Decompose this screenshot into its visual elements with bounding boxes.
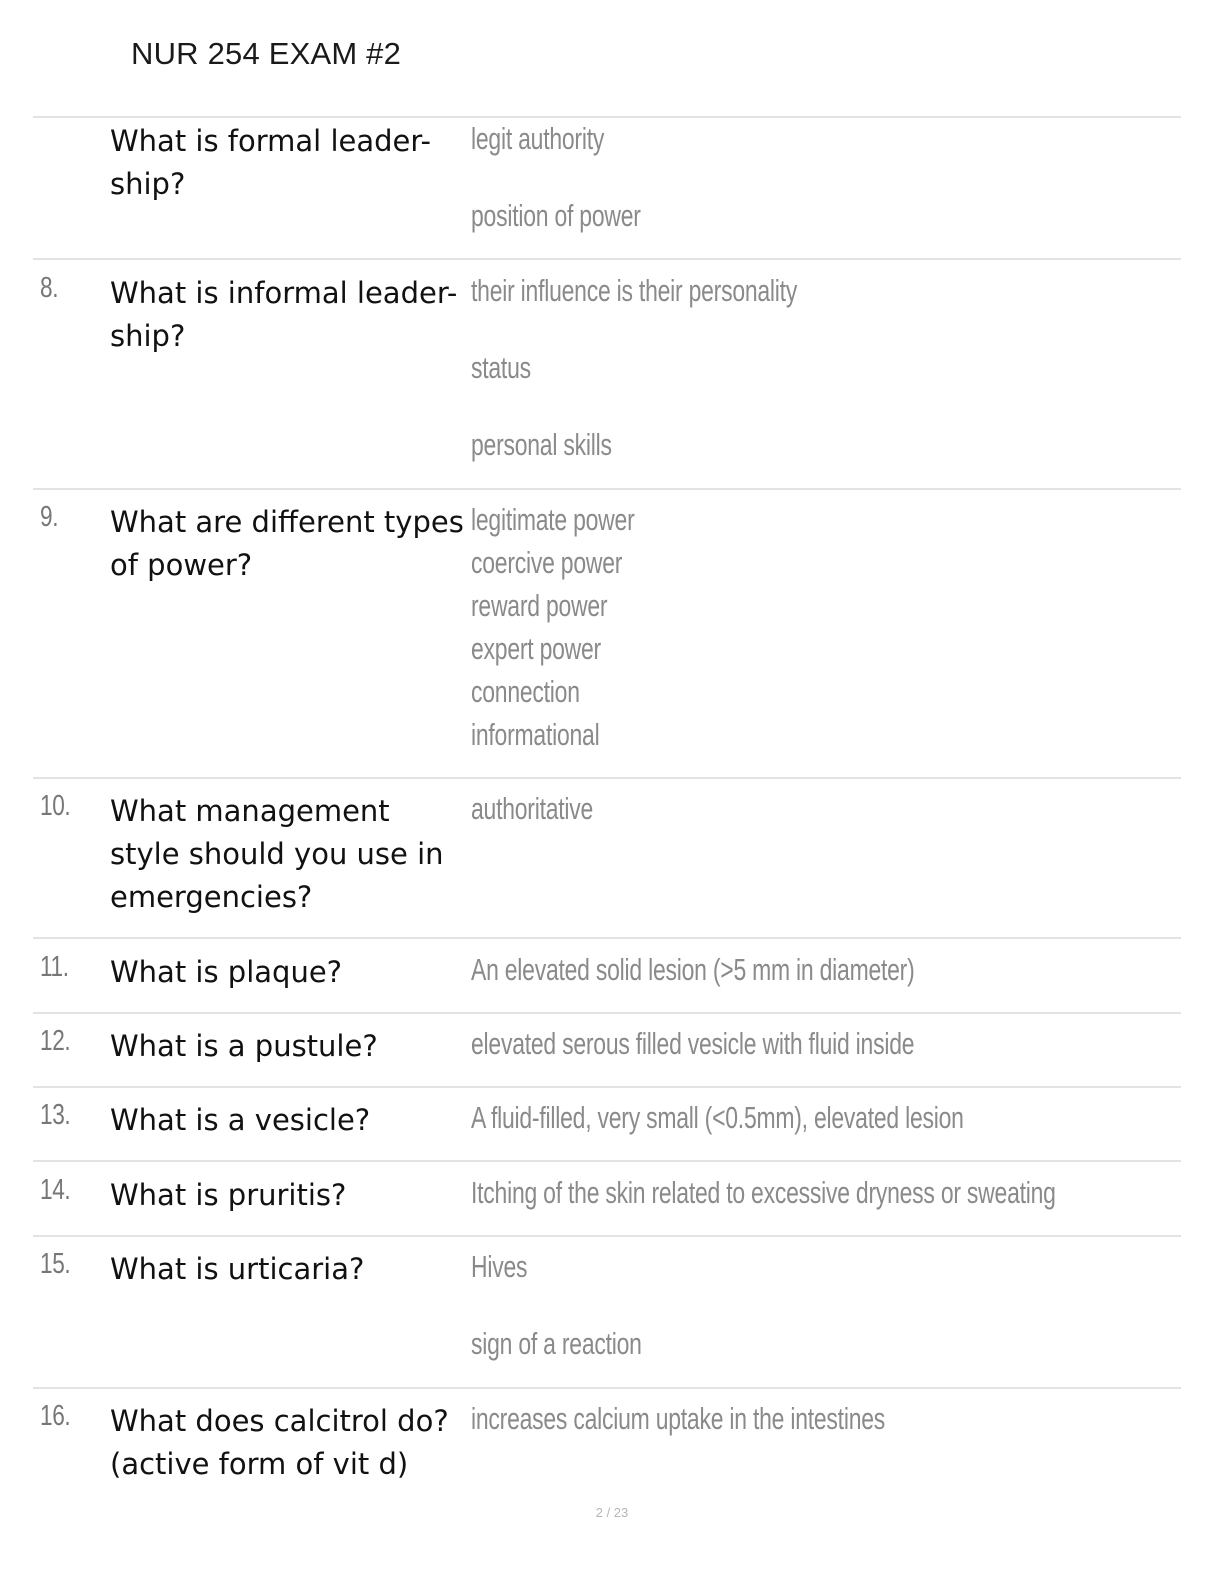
item-number: 12. bbox=[40, 1025, 71, 1057]
answer-list bbox=[471, 1400, 1191, 1443]
divider bbox=[33, 1160, 1181, 1162]
item-number: 8. bbox=[40, 272, 59, 304]
answer-text: authoritative bbox=[471, 791, 594, 826]
divider bbox=[33, 937, 1181, 939]
divider bbox=[33, 116, 1181, 118]
divider bbox=[33, 488, 1181, 490]
answer-text: reward power bbox=[471, 588, 608, 623]
question-text: What is informal leader- ship? bbox=[110, 276, 458, 353]
answer-text: their influence is their personality bbox=[471, 273, 798, 308]
answer-text: legitimate power bbox=[471, 502, 635, 537]
answer-text: Hives bbox=[471, 1249, 528, 1284]
answer-list bbox=[471, 120, 1191, 240]
answer-text: increases calcium uptake in the intestines bbox=[471, 1401, 886, 1436]
answer-text: connection bbox=[471, 674, 580, 709]
question-text: What is plaque? bbox=[110, 955, 343, 989]
answer-text: informational bbox=[471, 717, 600, 752]
answer-list bbox=[471, 272, 1191, 469]
question-text: What is formal leader- ship? bbox=[110, 124, 431, 201]
divider bbox=[33, 1086, 1181, 1088]
answer-list bbox=[471, 501, 1191, 759]
divider bbox=[33, 258, 1181, 260]
question-text: What are different types of power? bbox=[110, 505, 464, 582]
divider bbox=[33, 1012, 1181, 1014]
question-text: What does calcitrol do? (active form of vit d) bbox=[110, 1404, 449, 1481]
item-number: 11. bbox=[40, 951, 69, 983]
item-number: 14. bbox=[40, 1174, 71, 1206]
answer-list bbox=[471, 1174, 1191, 1217]
item-number: 13. bbox=[40, 1099, 71, 1131]
divider bbox=[33, 1387, 1181, 1389]
answer-list bbox=[471, 790, 1191, 833]
answer-text: sign of a reaction bbox=[471, 1326, 642, 1361]
answer-text: coercive power bbox=[471, 545, 623, 580]
answer-text: status bbox=[471, 350, 531, 385]
answer-list bbox=[471, 1248, 1191, 1368]
answer-list bbox=[471, 951, 1191, 994]
answer-list bbox=[471, 1099, 1191, 1142]
answer-text: expert power bbox=[471, 631, 601, 666]
answer-text: A fluid-filled, very small (<0.5mm), elevated lesion bbox=[471, 1100, 964, 1135]
question-text: What is urticaria? bbox=[110, 1252, 365, 1286]
divider bbox=[33, 1235, 1181, 1237]
question-text: What management style should you use in emergencies? bbox=[110, 794, 444, 914]
question-text: What is pruritis? bbox=[110, 1178, 347, 1212]
item-number: 9. bbox=[40, 501, 59, 533]
answer-list bbox=[471, 1025, 1191, 1068]
item-number: 10. bbox=[40, 790, 71, 822]
answer-text: position of power bbox=[471, 198, 641, 233]
page-title: NUR 254 EXAM #2 bbox=[131, 36, 402, 71]
page-number: 2 / 23 bbox=[595, 1505, 629, 1520]
question-text: What is a vesicle? bbox=[110, 1103, 371, 1137]
question-text: What is a pustule? bbox=[110, 1029, 378, 1063]
divider bbox=[33, 777, 1181, 779]
answer-text: legit authority bbox=[471, 121, 605, 156]
item-number: 16. bbox=[40, 1400, 71, 1432]
answer-text: An elevated solid lesion (>5 mm in diameter) bbox=[471, 952, 915, 987]
answer-text: personal skills bbox=[471, 427, 612, 462]
item-number: 15. bbox=[40, 1248, 71, 1280]
answer-text: Itching of the skin related to excessive dryness or sweating bbox=[471, 1175, 1056, 1210]
answer-text: elevated serous filled vesicle with fluid inside bbox=[471, 1026, 915, 1061]
